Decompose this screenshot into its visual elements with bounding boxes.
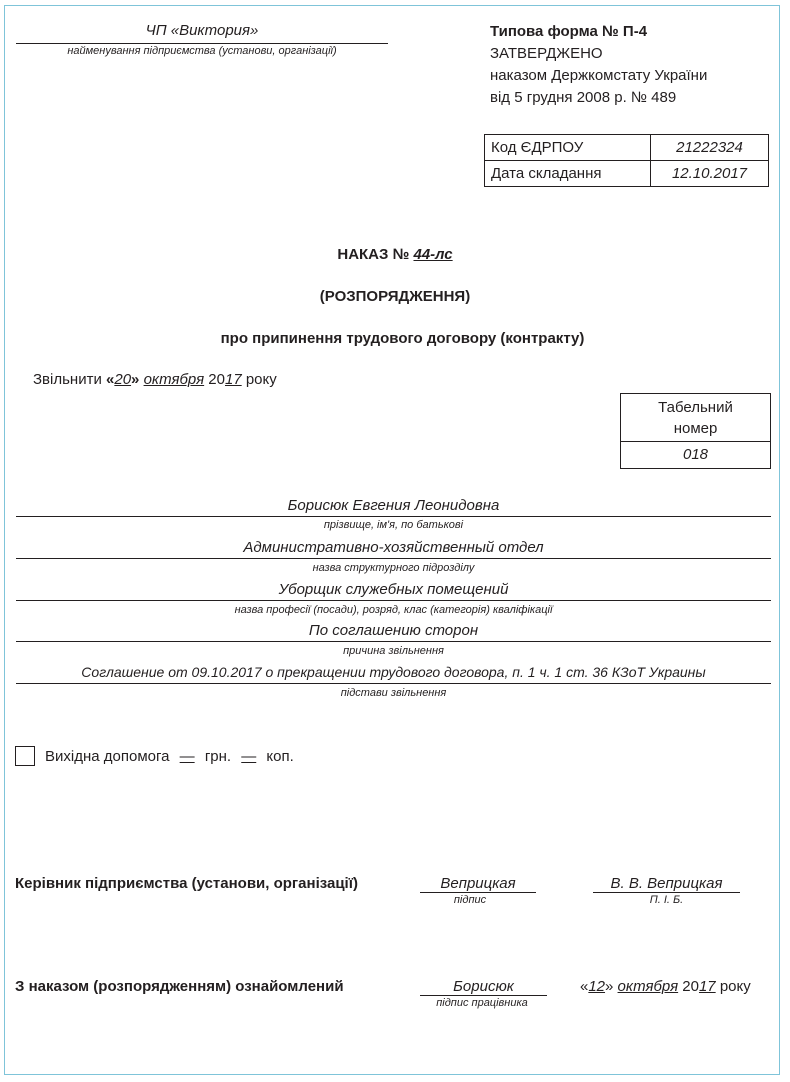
- field-fullname-caption: прізвище, ім'я, по батькові: [323, 519, 464, 531]
- head-label: Керівник підприємства (установи, організації): [15, 875, 358, 892]
- ack-month: октября: [617, 978, 679, 995]
- ack-open-quote: «: [580, 978, 589, 995]
- ack-close-quote: »: [605, 978, 614, 995]
- org-caption: найменування підприємства (установи, організації): [67, 45, 337, 57]
- field-reason-caption: причина звільнення: [343, 645, 444, 657]
- severance-label: Вихідна допомога: [45, 748, 170, 765]
- order-number: 44-лс: [413, 246, 453, 263]
- field-fullname-line: [16, 516, 771, 517]
- dismiss-day: 20: [114, 371, 132, 388]
- codes-row-edrpou: [485, 135, 769, 161]
- codes-table: [484, 134, 769, 187]
- ack-year-prefix: 20: [682, 978, 699, 995]
- dismiss-year-suffix: 17: [224, 371, 242, 388]
- dismiss-year-word: року: [245, 371, 277, 388]
- head-name-caption: П. І. Б.: [649, 894, 684, 906]
- ack-year-suffix: 17: [698, 978, 716, 995]
- severance-kop-label: коп.: [266, 748, 294, 765]
- head-signature-line: [420, 892, 536, 893]
- field-fullname: Борисюк Евгения Леонидовна: [287, 497, 500, 514]
- field-department-line: [16, 558, 771, 559]
- order-prefix: НАКАЗ №: [337, 246, 410, 263]
- field-basis: Соглашение от 09.10.2017 о прекращении трудового договора, п. 1 ч. 1 ст. 36 КЗоТ Украины: [81, 664, 706, 680]
- field-position-caption: назва професії (посади), розряд, клас (категорія) кваліфікації: [234, 604, 553, 616]
- field-position: Уборщик служебных помещений: [278, 581, 509, 598]
- form-info: [490, 21, 707, 109]
- field-department-caption: назва структурного підрозділу: [312, 562, 475, 574]
- date-label: Дата складання: [485, 161, 651, 187]
- tabel-box: [620, 393, 771, 469]
- dismiss-date: [33, 371, 277, 388]
- severance-checkbox[interactable]: [15, 746, 35, 766]
- ack-day: 12: [588, 978, 606, 995]
- order-title: [0, 246, 790, 263]
- form-title: Типова форма № П-4: [490, 23, 648, 40]
- head-signature: Веприцкая: [440, 875, 516, 892]
- approved-date: від 5 грудня 2008 р. № 489: [490, 89, 677, 106]
- approved-label: ЗАТВЕРДЖЕНО: [490, 45, 603, 62]
- severance-grn-value: —: [179, 748, 195, 765]
- head-name-line: [593, 892, 740, 893]
- ack-signature-line: [420, 995, 547, 996]
- approved-by: наказом Держкомстату України: [490, 67, 708, 84]
- order-subtitle: (РОЗПОРЯДЖЕННЯ): [319, 288, 471, 305]
- ack-signature: Борисюк: [453, 978, 514, 995]
- ack-date: [580, 978, 751, 995]
- org-name: ЧП «Виктория»: [145, 22, 259, 39]
- codes-row-date: [485, 161, 769, 187]
- dismiss-month: октября: [143, 371, 205, 388]
- tabel-value: 018: [682, 446, 709, 463]
- ack-label: З наказом (розпорядженням) ознайомлений: [15, 978, 344, 995]
- dismiss-open-quote: «: [106, 371, 115, 388]
- field-reason: По соглашению сторон: [308, 622, 479, 639]
- tabel-label-1: Табельний: [658, 399, 733, 416]
- field-basis-line: [16, 683, 771, 684]
- head-signature-caption: підпис: [453, 894, 487, 906]
- head-name: В. В. Веприцкая: [610, 875, 723, 892]
- field-basis-caption: підстави звільнення: [340, 687, 447, 699]
- ack-signature-caption: підпис працівника: [436, 997, 528, 1009]
- dismiss-close-quote: »: [131, 371, 140, 388]
- edrpou-label: Код ЄДРПОУ: [485, 135, 651, 161]
- severance-row: [45, 748, 294, 765]
- tabel-header: [621, 394, 770, 442]
- severance-grn-label: грн.: [204, 748, 232, 765]
- tabel-label-2: номер: [673, 420, 718, 437]
- field-department: Административно-хозяйственный отдел: [243, 539, 544, 556]
- org-name-line: [16, 43, 388, 44]
- order-subject: про припинення трудового договору (контракту): [220, 330, 585, 347]
- severance-kop-value: —: [241, 748, 257, 765]
- dismiss-year-prefix: 20: [208, 371, 225, 388]
- field-position-line: [16, 600, 771, 601]
- field-reason-line: [16, 641, 771, 642]
- date-value: 12.10.2017: [651, 161, 769, 187]
- edrpou-value: 21222324: [651, 135, 769, 161]
- dismiss-label: Звільнити: [33, 371, 102, 388]
- ack-year-word: року: [719, 978, 751, 995]
